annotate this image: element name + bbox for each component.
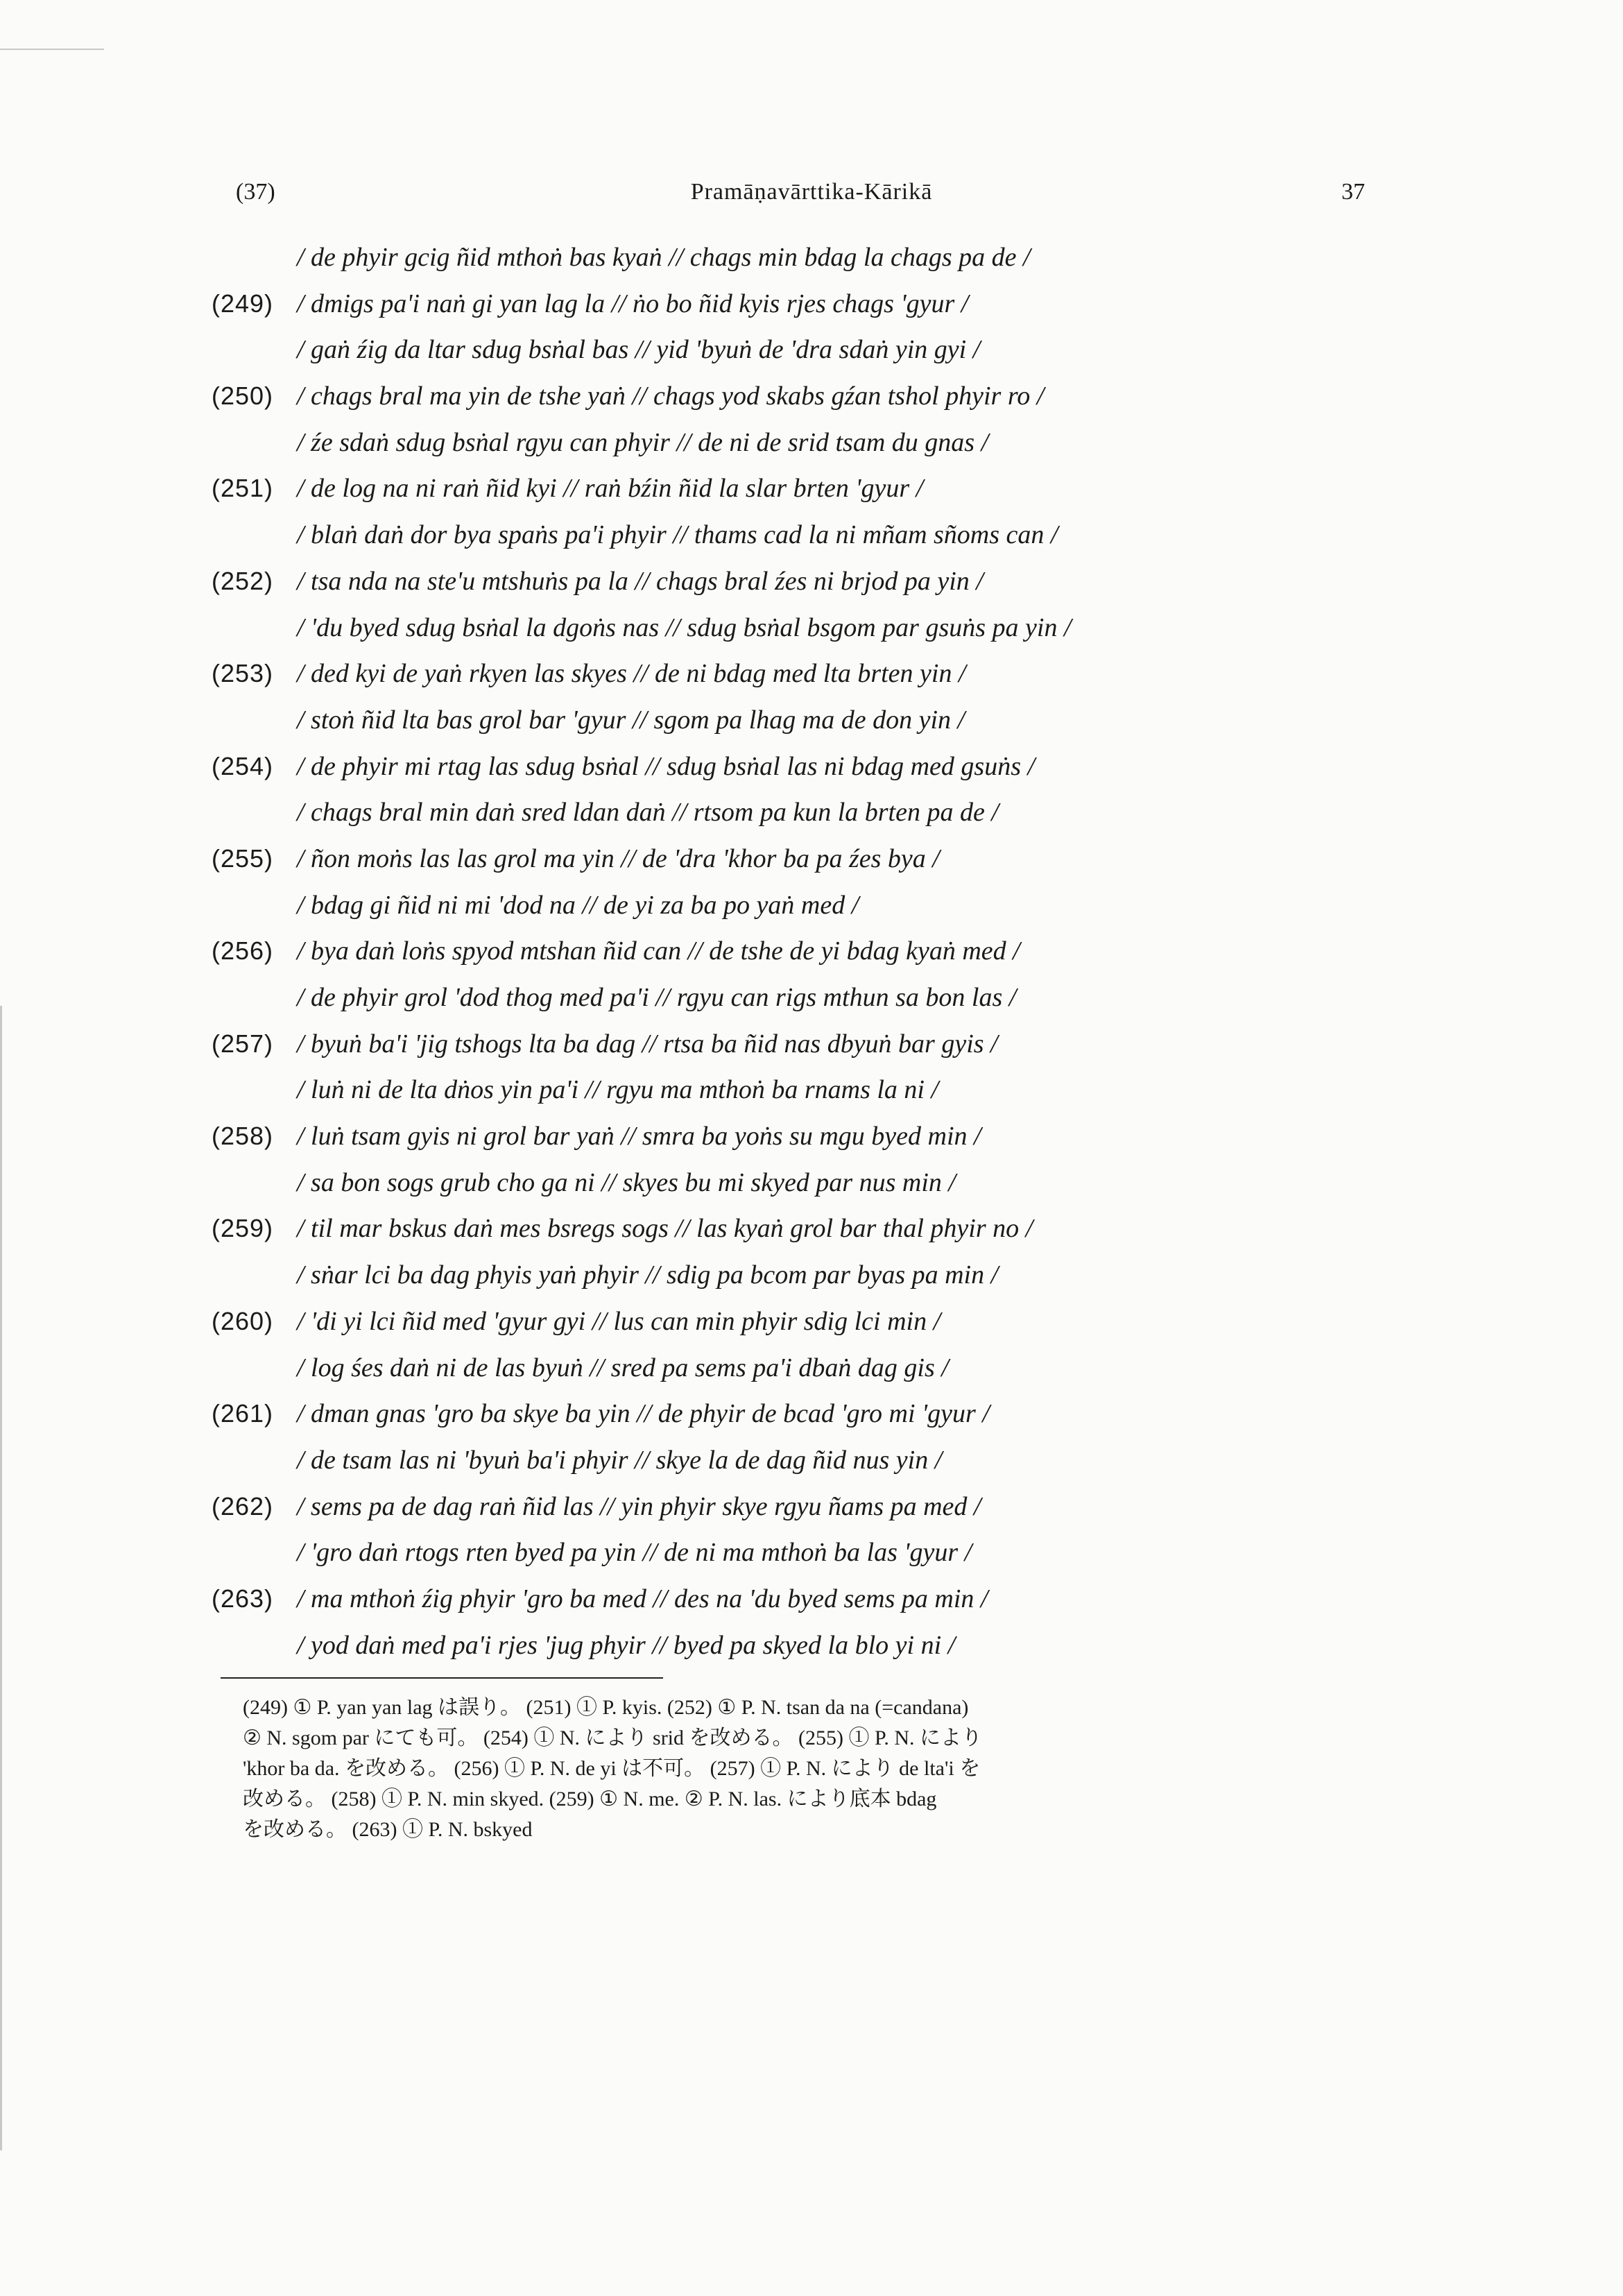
verse-number: (249) (212, 289, 274, 318)
verse-number: (251) (212, 474, 274, 503)
verse-line (0, 744, 1623, 790)
verse-text: / dmigs pa'i naṅ gi yan lag la // ṅo bo ñid kyis rjes chags 'gyur / (297, 289, 969, 318)
verse-text: / de tsam las ni 'byuṅ ba'i phyir // skye la de dag ñid nus yin / (297, 1445, 943, 1475)
verse-line (0, 605, 1623, 651)
scan-edge-mark (0, 1006, 2, 2150)
verse-line (0, 1622, 1623, 1669)
verse-number: (262) (212, 1491, 274, 1520)
running-title: Pramāṇavārttika-Kārikā (690, 179, 933, 205)
verse-number: (258) (212, 1122, 274, 1151)
verse-line (0, 373, 1623, 420)
verse-number: (250) (212, 382, 274, 411)
verse-line (0, 327, 1623, 373)
verse-line (0, 1576, 1623, 1622)
verse-number: (263) (212, 1584, 274, 1613)
page-header (0, 179, 1623, 221)
verse-line (0, 1067, 1623, 1113)
verse-text: / 'du byed sdug bsṅal la dgoṅs nas // sdug bsṅal bsgom par gsuṅs pa yin / (297, 612, 1072, 642)
verse-line (0, 882, 1623, 929)
scan-edge-mark (0, 49, 104, 50)
verse-line (0, 420, 1623, 466)
verse-number: (254) (212, 751, 274, 780)
footnote-line: 改める。 (258) ① P. N. min skyed. (259) ① N. me. ② P. N. las. により底本 bdag (243, 1788, 937, 1810)
verse-text: / dman gnas 'gro ba skye ba yin // de phyir de bcad 'gro mi 'gyur / (297, 1399, 990, 1429)
verse-line (0, 975, 1623, 1021)
verse-line (0, 1391, 1623, 1437)
verse-line (0, 234, 1623, 281)
verse-line (0, 697, 1623, 744)
verse-line (0, 1299, 1623, 1345)
page-number: 37 (1341, 179, 1365, 205)
verse-number: (259) (212, 1214, 274, 1243)
verse-line (0, 651, 1623, 697)
verse-text: / źe sdaṅ sdug bsṅal rgyu can phyir // de ni de srid tsam du gnas / (297, 427, 989, 457)
verse-line (0, 789, 1623, 836)
footnote-line: を改める。 (263) ① P. N. bskyed (243, 1818, 533, 1841)
footnote-line: (249) ① P. yan yan lag は誤り。 (251) ① P. kyis. (252) ① P. N. tsan da na (=candana) (243, 1696, 969, 1719)
verse-line (0, 1252, 1623, 1299)
verse-text: / 'gro daṅ rtogs rten byed pa yin // de ni ma mthoṅ ba las 'gyur / (297, 1538, 972, 1568)
verse-line (0, 1160, 1623, 1206)
footnote-line: 'khor ba da. を改める。 (256) ① P. N. de yi は不可。 (257) ① P. N. により de lta'i を (243, 1757, 981, 1780)
verse-text: / sems pa de dag raṅ ñid las // yin phyir skye rgyu ñams pa med / (297, 1491, 981, 1521)
verse-line (0, 1437, 1623, 1484)
verse-text: / stoṅ ñid lta bas grol bar 'gyur // sgom pa lhag ma de don yin / (297, 705, 965, 735)
verse-line (0, 928, 1623, 975)
verse-number: (255) (212, 843, 274, 873)
section-number: (37) (236, 179, 275, 205)
verse-text: / de phyir mi rtag las sdug bsṅal // sdug bsṅal las ni bdag med gsuṅs / (297, 751, 1036, 781)
verse-number: (256) (212, 936, 274, 966)
footnotes (243, 1693, 1422, 1845)
verse-text: / tsa nda na ste'u mtshuṅs pa la // chags bral źes ni brjod pa yin / (297, 566, 984, 596)
verse-text: / bdag gi ñid ni mi 'dod na // de yi za ba po yaṅ med / (297, 890, 859, 920)
verse-number: (257) (212, 1029, 274, 1058)
verse-text: / chags bral ma yin de tshe yaṅ // chags yod skabs gźan tshol phyir ro / (297, 382, 1045, 411)
verse-line (0, 512, 1623, 558)
verse-line (0, 1484, 1623, 1530)
footnote-divider (221, 1677, 663, 1679)
verse-text: / sṅar lci ba dag phyis yaṅ phyir // sdig pa bcom par byas pa min / (297, 1260, 999, 1290)
verse-text: / til mar bskus daṅ mes bsregs sogs // las kyaṅ grol bar thal phyir no / (297, 1214, 1033, 1244)
verse-line (0, 1021, 1623, 1068)
verse-block (0, 234, 1623, 1668)
verse-line (0, 1113, 1623, 1160)
verse-text: / luṅ ni de lta dṅos yin pa'i // rgyu ma mthoṅ ba rnams la ni / (297, 1075, 939, 1105)
verse-text: / sa bon sogs grub cho ga ni // skyes bu mi skyed par nus min / (297, 1167, 956, 1197)
footnote-line: ② N. sgom par にても可。 (254) ① N. により srid を改める。 (255) ① P. N. により (243, 1727, 983, 1749)
verse-line (0, 558, 1623, 605)
verse-number: (253) (212, 659, 274, 688)
verse-text: / ded kyi de yaṅ rkyen las skyes // de ni bdag med lta brten yin / (297, 659, 966, 689)
verse-text: / de phyir grol 'dod thog med pa'i // rgyu can rigs mthun sa bon las / (297, 983, 1017, 1012)
verse-text: / byuṅ ba'i 'jig tshogs lta ba dag // rtsa ba ñid nas dbyuṅ bar gyis / (297, 1029, 998, 1059)
verse-line (0, 465, 1623, 512)
verse-text: / ñon moṅs las las grol ma yin // de 'dra 'khor ba pa źes bya / (297, 843, 940, 873)
verse-text: / bya daṅ loṅs spyod mtshan ñid can // de tshe de yi bdag kyaṅ med / (297, 936, 1020, 966)
verse-text: / de phyir gcig ñid mthoṅ bas kyaṅ // chags min bdag la chags pa de / (297, 243, 1031, 272)
verse-number: (261) (212, 1399, 274, 1428)
verse-number: (252) (212, 566, 274, 595)
verse-text: / chags bral min daṅ sred ldan daṅ // rtsom pa kun la brten pa de / (297, 798, 999, 828)
verse-number: (260) (212, 1306, 274, 1335)
verse-line (0, 1206, 1623, 1252)
verse-text: / ma mthoṅ źig phyir 'gro ba med // des na 'du byed sems pa min / (297, 1584, 988, 1613)
verse-line (0, 836, 1623, 882)
verse-text: / de log na ni raṅ ñid kyi // raṅ bźin ñid la slar brten 'gyur / (297, 474, 924, 504)
verse-text: / blaṅ daṅ dor bya spaṅs pa'i phyir // thams cad la ni mñam sñoms can / (297, 520, 1058, 550)
verse-line (0, 1345, 1623, 1391)
verse-text: / luṅ tsam gyis ni grol bar yaṅ // smra ba yoṅs su mgu byed min / (297, 1122, 981, 1151)
verse-line (0, 281, 1623, 327)
verse-text: / yod daṅ med pa'i rjes 'jug phyir // byed pa skyed la blo yi ni / (297, 1630, 956, 1660)
verse-text: / 'di yi lci ñid med 'gyur gyi // lus can min phyir sdig lci min / (297, 1306, 941, 1336)
verse-text: / log śes daṅ ni de las byuṅ // sred pa sems pa'i dbaṅ dag gis / (297, 1353, 949, 1382)
verse-line (0, 1530, 1623, 1576)
verse-text: / gaṅ źig da ltar sdug bsṅal bas // yid 'byuṅ de 'dra sdaṅ yin gyi / (297, 335, 981, 365)
